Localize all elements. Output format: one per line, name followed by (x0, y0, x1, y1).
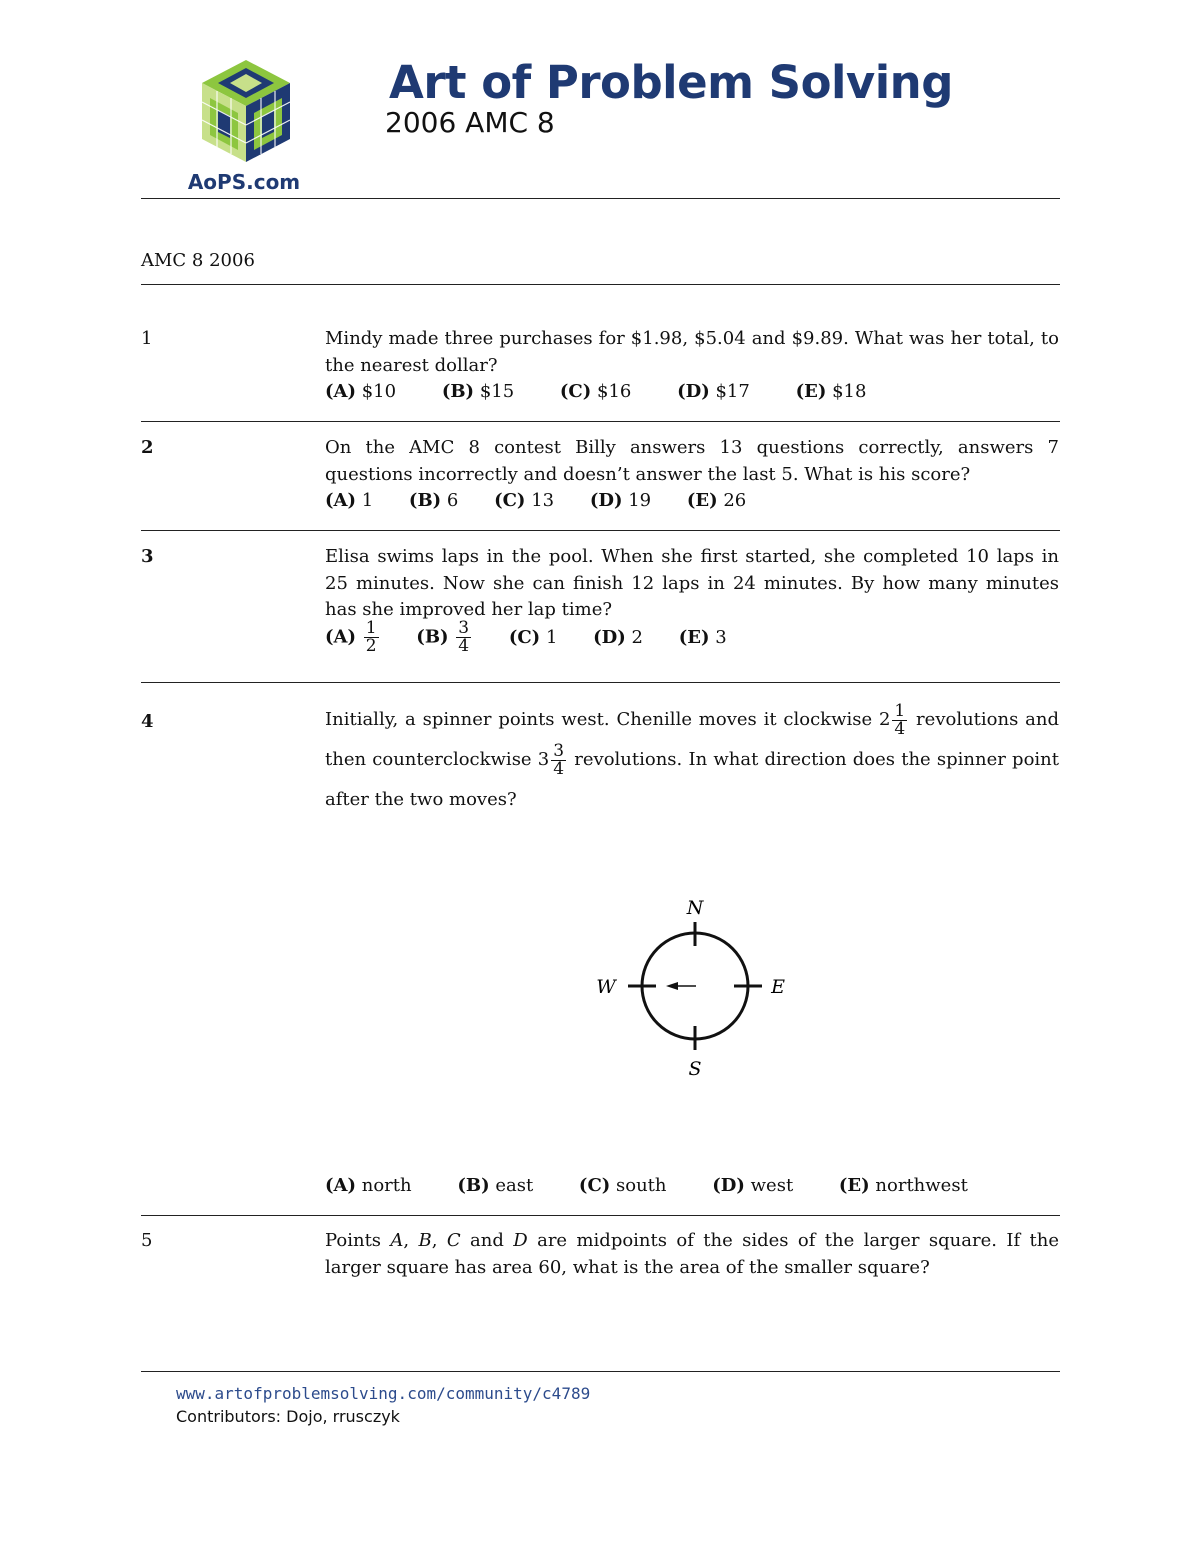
answer-choices (325, 380, 906, 402)
spinner-arrow-head (666, 982, 678, 990)
north-label: N (686, 897, 704, 919)
fraction: $\frac{3}{4}$ (458, 618, 470, 656)
choice-d: (D) 2 (593, 627, 643, 648)
problem-number: 1 (141, 328, 153, 349)
fraction: $\frac{1}{4}$ (894, 700, 906, 739)
problem-divider (141, 682, 1060, 683)
problem-text: Mindy made three purchases for $1.98, $5.04 and $9.89. What was her total, to the nearest dollar? (325, 328, 1059, 376)
choice-b: (B) east (457, 1174, 534, 1196)
choice-b: (B) $15 (441, 380, 515, 402)
document-subtitle: 2006 AMC 8 (385, 106, 555, 139)
choice-c: (C) 1 (508, 627, 558, 648)
choice-e: (E) $18 (795, 380, 867, 402)
answer-choices (325, 620, 767, 655)
choice-e: (E) 3 (678, 627, 727, 648)
problem-text: Points A, B, C and D are midpoints of the sides of the larger square. If the larger square has area 60, what is the area of the smaller square? (325, 1230, 1059, 1278)
brand-title: Art of Problem Solving (389, 56, 953, 109)
choice-b: (B) 6 (408, 489, 459, 511)
section-title: AMC 8 2006 (141, 250, 255, 271)
choice-e: (E) northwest (838, 1174, 968, 1196)
answer-choices (325, 489, 786, 511)
choice-c: (C) $16 (559, 380, 632, 402)
fraction: $\frac{3}{4}$ (553, 740, 565, 779)
south-label: S (688, 1058, 702, 1080)
choice-a: (A) north (325, 1174, 412, 1196)
problem-text: Elisa swims laps in the pool. When she first started, she completed 10 laps in 25 minutes. Now she can finish 12 laps in 24 minutes. By how many minutes has she improved her lap time? (325, 546, 1059, 620)
problem-divider (141, 421, 1060, 422)
choice-e: (E) 26 (686, 489, 747, 511)
choice-c: (C) south (578, 1174, 667, 1196)
problem-text: On the AMC 8 contest Billy answers 13 questions correctly, answers 7 questions incorrectly and doesn’t answer the last 5. What is his score? (325, 437, 1059, 485)
contributors: Contributors: Dojo, rrusczyk (176, 1407, 400, 1426)
choice-a: (A) 1 (325, 489, 374, 511)
choice-a: (A) $10 (325, 380, 397, 402)
east-label: E (771, 976, 785, 998)
header-divider (141, 198, 1060, 199)
answer-choices (325, 1174, 1008, 1196)
problem-number: 3 (141, 546, 154, 567)
choice-d: (D) west (712, 1174, 794, 1196)
choice-d: (D) 19 (589, 489, 652, 511)
logo-caption: AoPS.com (187, 170, 301, 194)
problem-number: 2 (141, 437, 154, 458)
problem-divider (141, 1215, 1060, 1216)
choice-a: (A) $\frac{1}{2}$ (325, 618, 377, 656)
compass-diagram (590, 890, 800, 1080)
aops-logo (186, 58, 306, 198)
problem-number: 4 (141, 711, 154, 732)
west-label: W (596, 976, 616, 998)
footer-divider (141, 1371, 1060, 1372)
choice-c: (C) 13 (494, 489, 555, 511)
community-link[interactable]: www.artofproblemsolving.com/community/c4789 (176, 1384, 591, 1403)
problem-divider (141, 530, 1060, 531)
problem-number: 5 (141, 1230, 153, 1251)
section-divider (141, 284, 1060, 285)
problem-text: Initially, a spinner points west. Chenille moves it clockwise 2 $\frac{1}{4}$ revolutions and then counterclockwise 3 $\frac{3}{4}$ revolutions. In what direction does the spinner point after the two moves? (325, 700, 1060, 810)
choice-b: (B) $\frac{3}{4}$ (416, 618, 470, 656)
fraction: $\frac{1}{2}$ (365, 618, 377, 656)
choice-d: (D) $17 (677, 380, 750, 402)
